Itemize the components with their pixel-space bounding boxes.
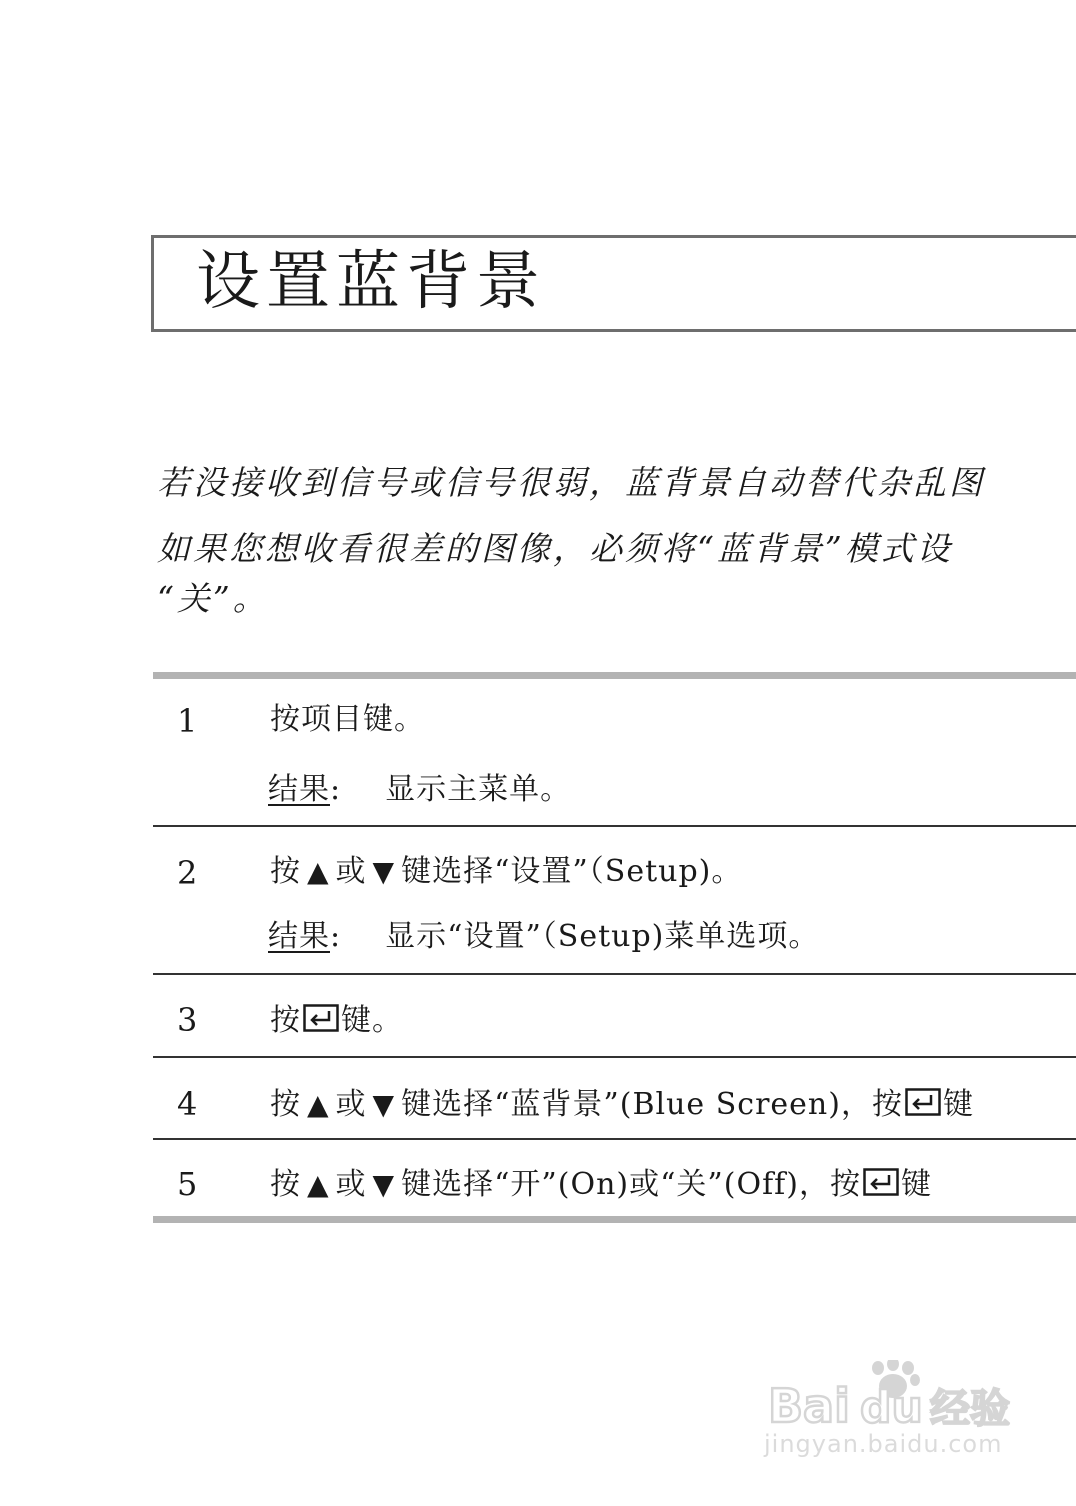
- down-arrow-icon: ▼: [372, 1088, 396, 1121]
- title-box: [151, 235, 1076, 332]
- enter-icon: [303, 1004, 339, 1032]
- up-arrow-icon: ▲: [307, 1168, 330, 1201]
- svg-text:Bai: Bai: [768, 1379, 850, 1430]
- step-number: 4: [177, 1085, 198, 1123]
- step-text-part: 键选择“开”(On)或“关”(Off)，按: [401, 1167, 861, 1202]
- step-result: [268, 919, 820, 954]
- up-arrow-icon: ▲: [307, 855, 330, 888]
- step-text-part: 或: [335, 1167, 367, 1202]
- step-text-part: 或: [335, 1087, 367, 1122]
- result-label: 结果: [268, 919, 330, 954]
- step-text-part: 按: [270, 854, 301, 889]
- step-instruction: [270, 1088, 974, 1120]
- table-row-divider: [153, 1056, 1076, 1058]
- enter-icon: [905, 1088, 941, 1116]
- result-text: 显示“设置”（Setup)菜单选项。: [385, 919, 820, 954]
- page-title: 设置蓝背景: [196, 245, 546, 319]
- down-arrow-icon: ▼: [372, 855, 396, 888]
- step-instruction: [270, 854, 743, 889]
- step-text-part: 键选择“蓝背景”(Blue Screen)，按: [401, 1087, 903, 1122]
- result-label: 结果: [268, 772, 330, 807]
- step-text-part: 按: [270, 1003, 301, 1038]
- svg-text:du: du: [860, 1382, 923, 1430]
- svg-text:经验: 经验: [930, 1386, 1010, 1430]
- table-top-rule: [153, 672, 1076, 679]
- step-result: [268, 772, 572, 807]
- watermark-url: jingyan.baidu.com: [764, 1430, 1003, 1458]
- table-bottom-rule: [153, 1216, 1076, 1223]
- step-number: 1: [177, 702, 198, 740]
- step-instruction: [270, 1004, 403, 1036]
- table-row-divider: [153, 1138, 1076, 1140]
- table-row-divider: [153, 973, 1076, 975]
- step-number: 3: [177, 1001, 198, 1039]
- intro-line-1: 若没接收到信号或信号很弱，蓝背景自动替代杂乱图: [157, 463, 985, 502]
- step-number: 2: [177, 854, 198, 892]
- baidu-logo: [768, 1360, 1018, 1430]
- enter-icon: [863, 1168, 899, 1196]
- result-text: 显示主菜单。: [385, 772, 572, 807]
- step-text-part: 键。: [341, 1003, 403, 1038]
- step-instruction: [270, 1168, 932, 1200]
- intro-line-3: “关”。: [157, 579, 269, 618]
- up-arrow-icon: ▲: [307, 1088, 330, 1121]
- result-colon: :: [330, 772, 342, 807]
- step-text-part: 键: [900, 1167, 932, 1202]
- step-text-part: 按项目键。: [270, 702, 425, 737]
- intro-line-2: 如果您想收看很差的图像，必须将“蓝背景”模式设: [157, 529, 953, 568]
- step-text-part: 按: [270, 1167, 301, 1202]
- step-text-part: 或: [335, 854, 367, 889]
- step-instruction: [270, 702, 425, 737]
- step-text-part: 键: [942, 1087, 974, 1122]
- step-text-part: 键选择“设置”（Setup)。: [401, 854, 743, 889]
- table-row-divider: [153, 825, 1076, 827]
- result-colon: :: [330, 919, 342, 954]
- step-text-part: 按: [270, 1087, 301, 1122]
- baidu-watermark: [760, 1340, 1020, 1470]
- step-number: 5: [177, 1165, 198, 1203]
- down-arrow-icon: ▼: [372, 1168, 396, 1201]
